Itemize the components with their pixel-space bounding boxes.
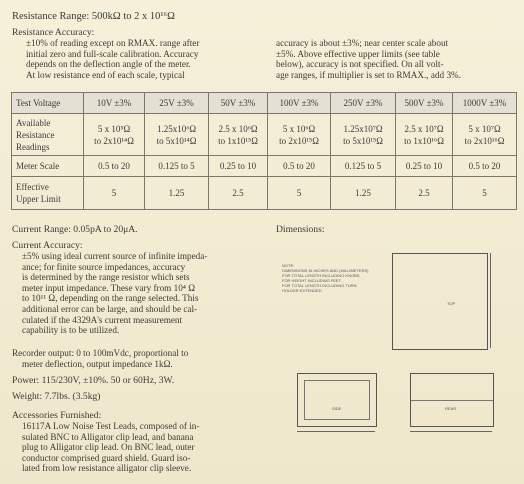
accessories-title: Accessories Furnished: — [12, 410, 102, 421]
table-row — [12, 156, 517, 177]
side-view-panel — [304, 380, 370, 420]
table-cell: 0.25 to 10 — [209, 156, 268, 177]
dimension-line — [490, 253, 491, 348]
table-cell: 5 x 10⁵Ω to 2x10¹⁴Ω — [84, 114, 145, 156]
table-header: 10V ±3% — [84, 93, 145, 114]
resistance-accuracy-title: Resistance Accuracy: — [12, 27, 95, 38]
table-cell: 5 — [453, 177, 517, 210]
resistance-range: Resistance Range: 500kΩ to 2 x 10¹⁶Ω — [12, 11, 175, 22]
rear-view-divider — [411, 400, 493, 401]
resistance-accuracy-left: ±10% of reading except on RMAX. range after initial zero and full-scale calibration. Accuracy depends on the deflection angle of the meter. At low resistance end of each scale, typical — [26, 38, 200, 80]
current-accuracy-title: Current Accuracy: — [12, 240, 83, 251]
table-cell: 1.25x10⁶Ω to 5x10¹⁴Ω — [145, 114, 209, 156]
table-cell: 5 — [268, 177, 331, 210]
current-accuracy-text: ±5% using ideal current source of infinite impeda- ance; for finite source impedances, accuracy is determined by the range resistor which sets meter input impedance. These vary from 10⁴ Ω to 10¹¹ Ω, depending on the range selected. This additional error can be large, and should be cal- culated if the 4329A's current measurement capability is to be utilized. — [22, 251, 208, 336]
table-cell: 2.5 — [209, 177, 268, 210]
table-cell: 5 x 10⁶Ω to 2x10¹⁵Ω — [268, 114, 331, 156]
table-row — [12, 177, 517, 210]
dimensions-title: Dimensions: — [276, 224, 325, 235]
table-cell: 1.25x10⁷Ω to 5x10¹⁵Ω — [331, 114, 396, 156]
table-cell: 0.5 to 20 — [453, 156, 517, 177]
table-cell: 2.5 — [396, 177, 453, 210]
resistance-accuracy-right: accuracy is about ±3%; near center scale about ±5%. Above effective upper limits (see table below), accuracy is not specified. On all volt- age ranges, if multiplier is set to RMAX., add 3%. — [276, 38, 461, 80]
recorder-output: Recorder output: 0 to 100mVdc, proportional to meter deflection, output impedance 1kΩ. — [12, 348, 189, 369]
row-label: Available Resistance Readings — [12, 114, 84, 156]
table-row — [12, 114, 517, 156]
table-header: 50V ±3% — [209, 93, 268, 114]
top-view-label: TOP — [447, 301, 456, 306]
table-header: 25V ±3% — [145, 93, 209, 114]
table-header: 500V ±3% — [396, 93, 453, 114]
rear-view-label: REAR — [445, 406, 457, 411]
table-cell: 0.5 to 20 — [268, 156, 331, 177]
row-label: Meter Scale — [12, 156, 84, 177]
table-cell: 0.5 to 20 — [84, 156, 145, 177]
dimensions-note: NOTE: DIMENSIONS IN INCHES AND (MILLIMETERS) FOR TOTAL LENGTH INCLUDING KNOBS, FOR HEIGHT INCLUDING FEET, FOR TOTAL LENGTH INCLUDING TURN HOLDER EXTENDED — [282, 263, 369, 293]
table-cell: 2.5 x 10⁷Ω to 1x10¹⁶Ω — [396, 114, 453, 156]
table-header: 250V ±3% — [331, 93, 396, 114]
table-cell: 0.125 to 5 — [331, 156, 396, 177]
table-cell: 0.25 to 10 — [396, 156, 453, 177]
accessories-text: 16117A Low Noise Test Leads, composed of in- sulated BNC to Alligator clip lead, and banana plug to Alligator clip lead. On BNC lead, outer conductor comprised guard shield. Guard iso- lated from low resistance alligator clip sleeve. — [22, 421, 200, 474]
table-cell: 5 — [84, 177, 145, 210]
dimension-line — [410, 431, 492, 432]
top-view-drawing — [392, 253, 488, 350]
power-spec: Power: 115/230V, ±10%. 50 or 60Hz, 3W. — [12, 375, 175, 386]
weight-spec: Weight: 7.7lbs. (3.5kg) — [12, 391, 101, 402]
table-cell: 2.5 x 10⁶Ω to 1x10¹⁵Ω — [209, 114, 268, 156]
table-header: 1000V ±3% — [453, 93, 517, 114]
row-label: Effective Upper Limit — [12, 177, 84, 210]
rear-view-drawing — [410, 373, 494, 427]
table-cell: 1.25 — [145, 177, 209, 210]
table-cell: 1.25 — [331, 177, 396, 210]
current-range: Current Range: 0.05pA to 20μA. — [12, 224, 138, 235]
table-header: Test Voltage — [12, 93, 84, 114]
voltage-range-table — [11, 92, 517, 210]
side-view-drawing — [297, 373, 377, 427]
dimension-line — [297, 431, 375, 432]
table-cell: 0.125 to 5 — [145, 156, 209, 177]
table-cell: 5 x 10⁷Ω to 2x10¹⁶Ω — [453, 114, 517, 156]
table-header: 100V ±3% — [268, 93, 331, 114]
side-view-label: SIDE — [332, 406, 342, 411]
table-header-row — [12, 93, 517, 114]
